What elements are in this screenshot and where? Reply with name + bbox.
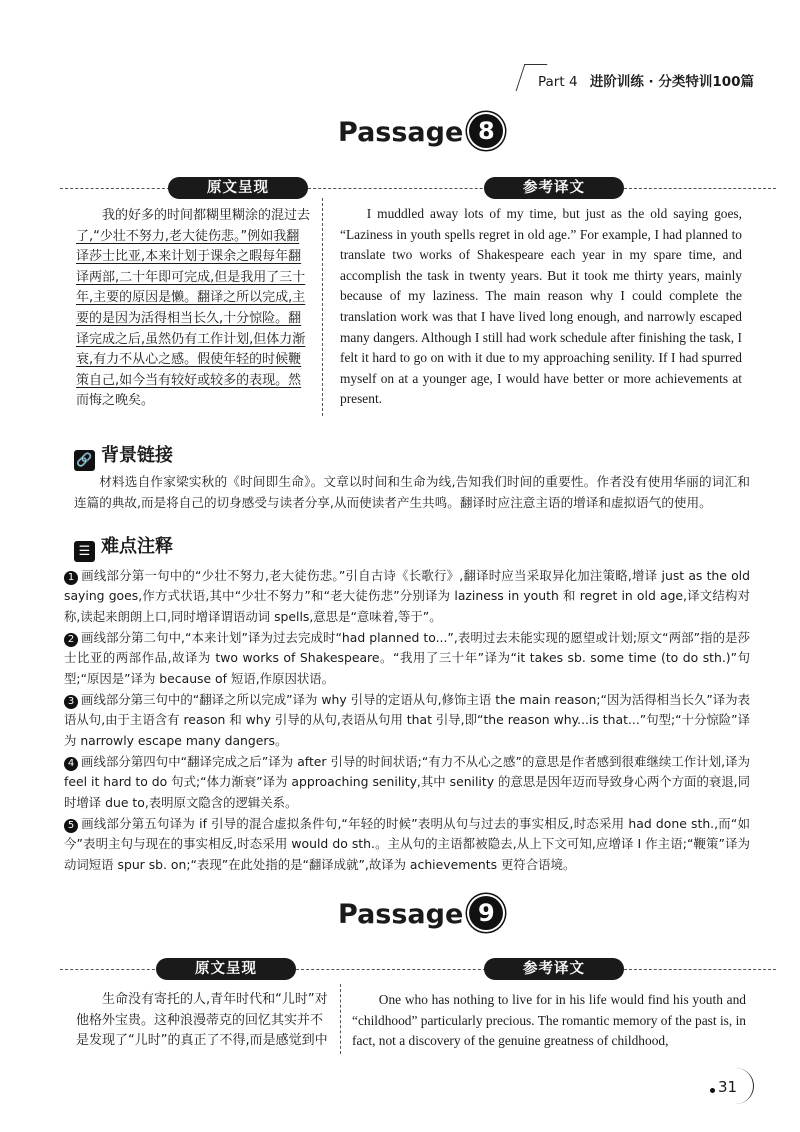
dashed-rule — [60, 969, 160, 970]
page-arc-decoration — [723, 1068, 754, 1104]
note-number-badge: 5 — [64, 819, 78, 833]
passage-9-label-row — [60, 958, 780, 982]
link-icon: 🔗 — [74, 450, 95, 471]
underlined-text: 了,“少壮不努力,老大徒伤悲。”例如我翻 — [76, 228, 300, 244]
note-item — [64, 566, 750, 627]
note-text: 画线部分第二句中,“本来计划”译为过去完成时“had planned to...”,表明过去未能实现的愿望或计划;原文“两部”指的是莎士比亚的两部作品,故译为 two works of Shakespeare。“我用了三十年”译为“it takes sb. some time (to do sth.)”句型;“原因是”译为 because of 短语,作原因状语。 — [64, 630, 750, 686]
note-number-badge: 4 — [64, 757, 78, 771]
underlined-text: 衰,有力不从心之感。假使年轻的时候鞭 — [76, 352, 302, 368]
header-title: 进阶训练 · 分类特训100篇 — [589, 74, 755, 90]
original-line — [76, 247, 314, 268]
original-line — [76, 371, 314, 392]
background-title: 背景链接 — [101, 445, 173, 466]
passage-9-original-text — [76, 990, 332, 1052]
passage-8-original-text — [76, 206, 314, 412]
dashed-rule — [60, 188, 170, 189]
page-number-badge — [702, 1068, 754, 1106]
page-dot-decoration — [710, 1088, 715, 1093]
underlined-text: 译完成之后,虽然仍有工作计划,但体力渐 — [76, 331, 306, 347]
passage-label: Passage — [338, 899, 464, 930]
notes-section-heading — [74, 532, 173, 562]
original-text-label: 原文呈现 — [168, 177, 308, 199]
original-line — [76, 288, 314, 309]
passage-8-title — [338, 114, 503, 148]
header-text — [538, 70, 754, 90]
page-number: 31 — [718, 1078, 738, 1096]
notes-title: 难点注释 — [101, 536, 173, 557]
dashed-rule — [296, 969, 496, 970]
list-icon: ☰ — [74, 541, 95, 562]
passage-9-translation-text: One who has nothing to live for in his life would find his youth and “childhood” particularly precious. The romantic memory of the past is, in fact, not a discovery of the genuine greatness of childhood, — [352, 992, 746, 1049]
original-line — [76, 268, 314, 289]
passage-8-translation-text: I muddled away lots of my time, but just as the old saying goes, “Laziness in youth spells regret in old age.” For example, I had planned to translate two works of Shakespeare each year in my spare time, and accomplish the task in twenty years. But it took me thirty years, mainly because of my laziness. The main reason why I could complete the translation work was that I have lived long enough, and narrowly escaped many dangers. Although I still had work schedule after finishing the task, I felt it hard to go on with it due to my approaching senility. If I had spurred myself on at a younger age, I would have better or more achievements at present. — [340, 206, 742, 407]
note-number-badge: 3 — [64, 695, 78, 709]
underlined-text: 策自己,如今当有较好或较多的表现。然 — [76, 372, 302, 388]
note-text: 画线部分第一句中的“少壮不努力,老大徒伤悲。”引自古诗《长歌行》,翻译时应当采取异化加注策略,增译 just as the old saying goes,作方式状语,其中“少壮不努力”和“老大徒伤悲”分别译为 laziness in youth 和 regret in old age,译文结构对称,读起来朗朗上口,同时增译谓语动词 spells,意思是“意味着,等于”。 — [64, 568, 750, 624]
original-line: 是发现了“儿时”的真正了不得,而是感觉到中 — [76, 1033, 328, 1049]
original-line — [76, 309, 314, 330]
passage-9-title — [338, 896, 503, 930]
underlined-text: 译两部,二十年即可完成,但是我用了三十 — [76, 269, 306, 285]
dashed-rule — [624, 188, 776, 189]
passage-number-badge: 9 — [469, 896, 503, 930]
original-line — [76, 330, 314, 351]
dashed-rule — [624, 969, 776, 970]
note-item — [64, 752, 750, 813]
background-paragraph: 材料选自作家梁实秋的《时间即生命》。文章以时间和生命为线,告知我们时间的重要性。作者没有使用华丽的词汇和连篇的典故,而是将自己的切身感受与读者分享,从而使读者产生共鸣。翻译时应注意主语的增译和虚拟语气的使用。 — [74, 474, 750, 510]
note-item — [64, 814, 750, 875]
page-header — [520, 62, 780, 94]
note-number-badge: 1 — [64, 571, 78, 585]
column-divider — [340, 984, 341, 1054]
underlined-text: 年,主要的原因是懒。翻译之所以完成,主 — [76, 290, 306, 306]
dashed-rule — [308, 188, 508, 189]
translation-label: 参考译文 — [484, 177, 624, 199]
original-line: 生命没有寄托的人,青年时代和“儿时”对 — [102, 992, 328, 1007]
original-line: 我的好多的时间都糊里糊涂的混过去 — [102, 208, 311, 223]
original-text-label: 原文呈现 — [156, 958, 296, 980]
passage-8-label-row — [60, 177, 780, 201]
original-line: 他格外宝贵。这种浪漫蒂克的回忆其实并不 — [76, 1012, 324, 1028]
background-section-heading — [74, 441, 173, 471]
column-divider — [322, 198, 323, 416]
passage-number-badge: 8 — [469, 114, 503, 148]
translation-label: 参考译文 — [484, 958, 624, 980]
note-text: 画线部分第五句译为 if 引导的混合虚拟条件句,“年轻的时候”表明从句与过去的事实相反,时态采用 had done sth.,而“如今”表明主句与现在的事实相反,时态采用 would do sth.。主从句的主语都被隐去,从上下文可知,应增译 I 作主语;“鞭策”译为动词短语 spur sb. on;“表现”在此处指的是“翻译成就”,故译为 achievements 更符合语境。 — [64, 816, 750, 872]
original-line — [76, 227, 314, 248]
note-number-badge: 2 — [64, 633, 78, 647]
underlined-text: 要的是因为活得相当长久,十分惊险。翻 — [76, 310, 302, 326]
note-item — [64, 690, 750, 751]
underlined-text: 译莎士比亚,本来计划于课余之暇每年翻 — [76, 249, 302, 265]
header-part: Part 4 — [538, 74, 578, 90]
note-text: 画线部分第四句中“翻译完成之后”译为 after 引导的时间状语;“有力不从心之感”的意思是作者感到很难继续工作计划,译为 feel it hard to do 句式;“体力渐衰”译为 approaching senility,其中 senility 的意思是因年迈而导致身心两个方面的衰退,同时增译 due to,表明原文隐含的逻辑关系。 — [64, 754, 750, 810]
note-text: 画线部分第三句中的“翻译之所以完成”译为 why 引导的定语从句,修饰主语 the main reason;“因为活得相当长久”译为表语从句,由于主语含有 reason 和 why 引导的从句,表语从句用 that 引导,即“the reason why...is that...”句型;“十分惊险”译为 narrowly escape many dangers。 — [64, 692, 750, 748]
original-line: 而悔之晚矣。 — [76, 393, 155, 409]
note-item — [64, 628, 750, 689]
passage-label: Passage — [338, 117, 464, 148]
original-line — [76, 350, 314, 371]
